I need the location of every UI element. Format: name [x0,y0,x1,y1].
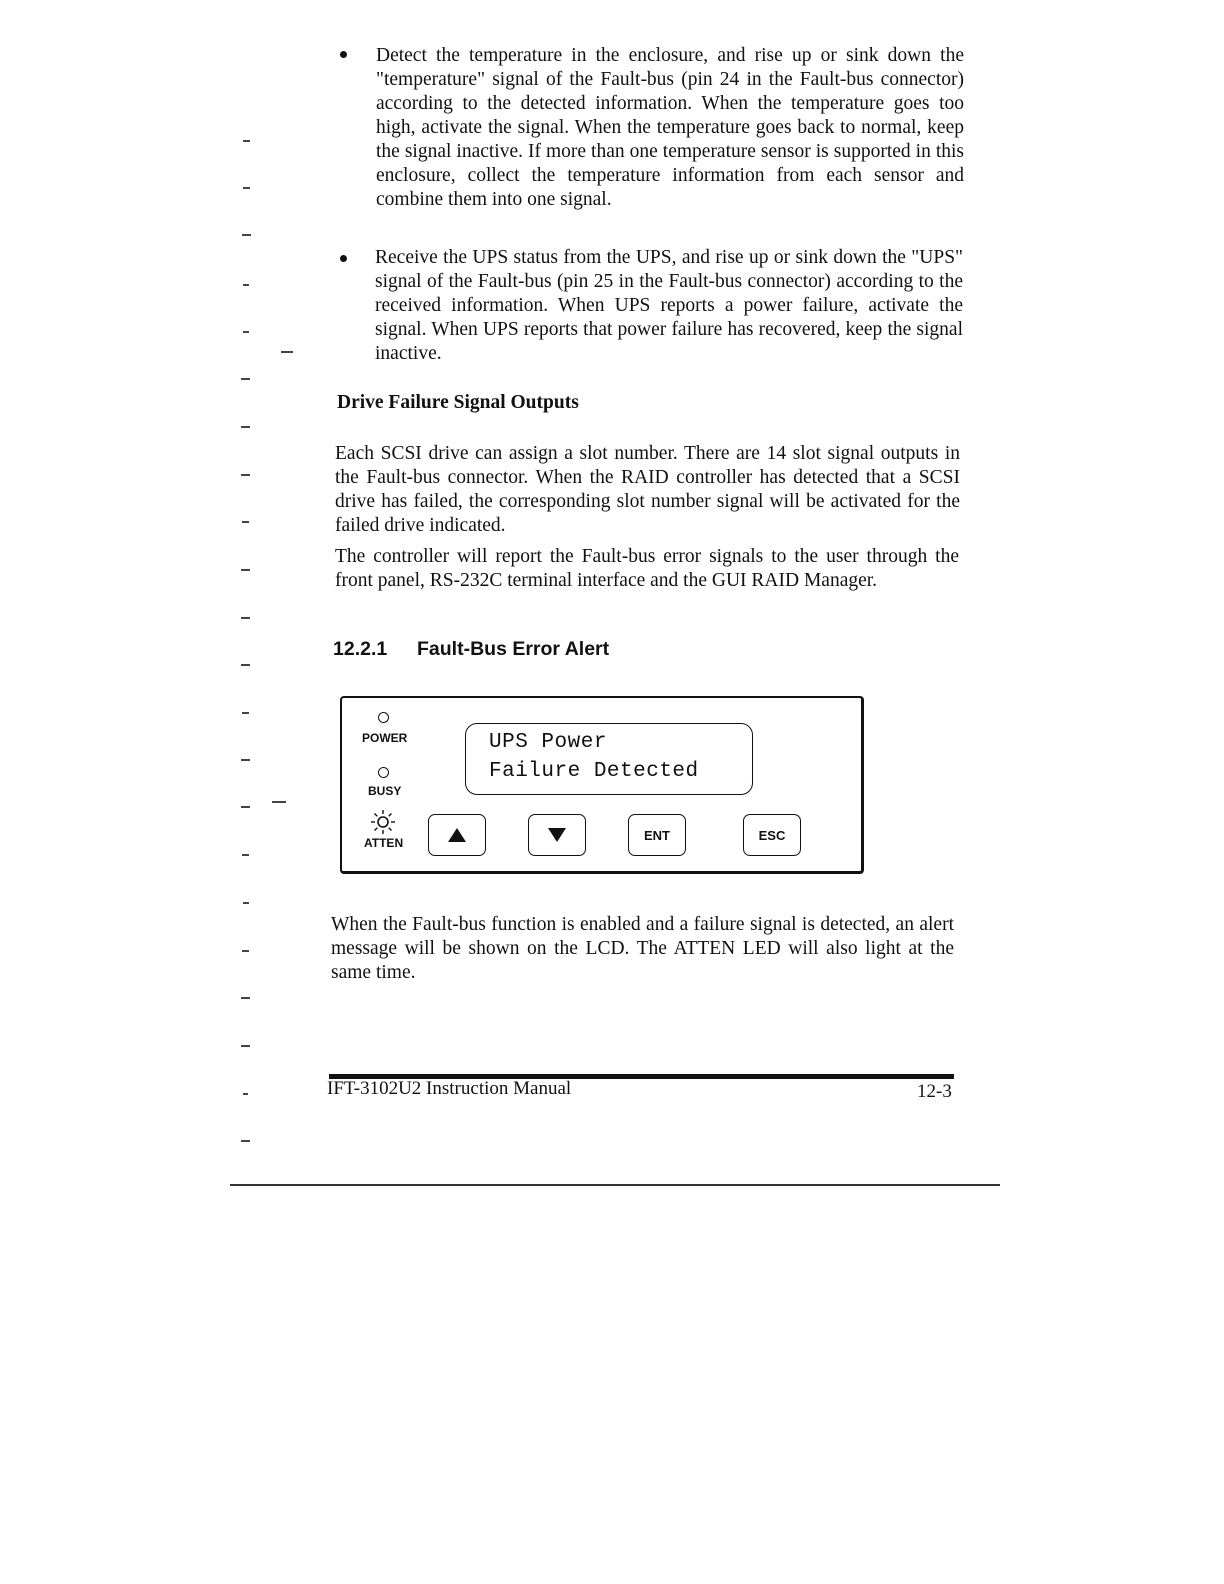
margin-tick [241,759,250,761]
margin-tick [243,1093,248,1095]
margin-tick [281,351,293,353]
esc-button[interactable]: ESC [743,814,801,856]
busy-label: BUSY [368,784,402,798]
margin-tick [242,854,249,856]
atten-label: ATTEN [364,836,404,850]
triangle-up-icon [448,828,466,842]
busy-led-icon [378,767,389,778]
power-led-icon [378,712,389,723]
power-label: POWER [362,731,408,745]
margin-tick [242,521,249,523]
bullet-marker [340,255,347,262]
margin-tick [241,1140,250,1142]
section-paragraph-1: Each SCSI drive can assign a slot number. There are 14 slot signal outputs in the Fault-bus connector. When the RAID controller has detected that a SCSI drive has failed, the corresponding slot number signal will be activated for the failed drive indicated. [335,443,960,536]
margin-tick [242,712,249,714]
bullet-item-ups: Receive the UPS status from the UPS, and rise up or sink down the "UPS" signal of the Fault-bus (pin 25 in the Fault-bus connector) according to the received information. When UPS reports a power failure, activate the signal. When UPS reports that power failure has recovered, keep the signal inactive. [375,247,963,364]
margin-tick [241,806,250,808]
triangle-down-icon [548,828,566,842]
closing-paragraph: When the Fault-bus function is enabled and a failure signal is detected, an alert message will be shown on the LCD. The ATTEN LED will also light at the same time. [331,914,954,983]
margin-tick [241,426,250,428]
margin-tick [241,474,250,476]
subsection-number: 12.2.1 [333,638,388,660]
footer-manual-title: IFT-3102U2 Instruction Manual [327,1078,572,1099]
lcd-display [465,723,753,795]
section-paragraph-2: The controller will report the Fault-bus error signals to the user through the front panel, RS-232C terminal interface and the GUI RAID Manager. [335,546,959,591]
margin-tick [241,1045,250,1047]
margin-tick [243,284,249,286]
margin-tick [243,187,250,189]
bullet-item-temperature: Detect the temperature in the enclosure, and rise up or sink down the "temperature" signal of the Fault-bus (pin 24 in the Fault-bus connector) according to the detected information. When the temperature goes too high, activate the signal. When the temperature goes back to normal, keep the signal inactive. If more than one temperature sensor is supported in this enclosure, collect the temperature information from each sensor and combine them into one signal. [376,45,964,210]
atten-led-icon [368,809,398,835]
up-button[interactable] [428,814,486,856]
margin-tick [241,997,250,999]
down-button[interactable] [528,814,586,856]
page-bottom-rule [230,1184,1000,1186]
section-heading: Drive Failure Signal Outputs [337,392,579,413]
footer-page-number: 12-3 [917,1081,952,1102]
margin-tick [243,331,249,333]
margin-tick [272,801,286,803]
margin-tick [241,569,250,571]
ent-button[interactable]: ENT [628,814,686,856]
lcd-line-2: Failure Detected [489,760,699,783]
lcd-line-1: UPS Power [489,731,607,754]
subsection-title: Fault-Bus Error Alert [417,638,610,660]
margin-tick [241,378,250,380]
margin-tick [241,664,250,666]
bullet-marker [340,51,347,58]
front-panel-figure [340,696,864,874]
margin-tick [241,617,250,619]
margin-tick [242,234,251,236]
margin-tick [242,950,249,952]
margin-tick [243,140,250,142]
margin-tick [243,902,249,904]
